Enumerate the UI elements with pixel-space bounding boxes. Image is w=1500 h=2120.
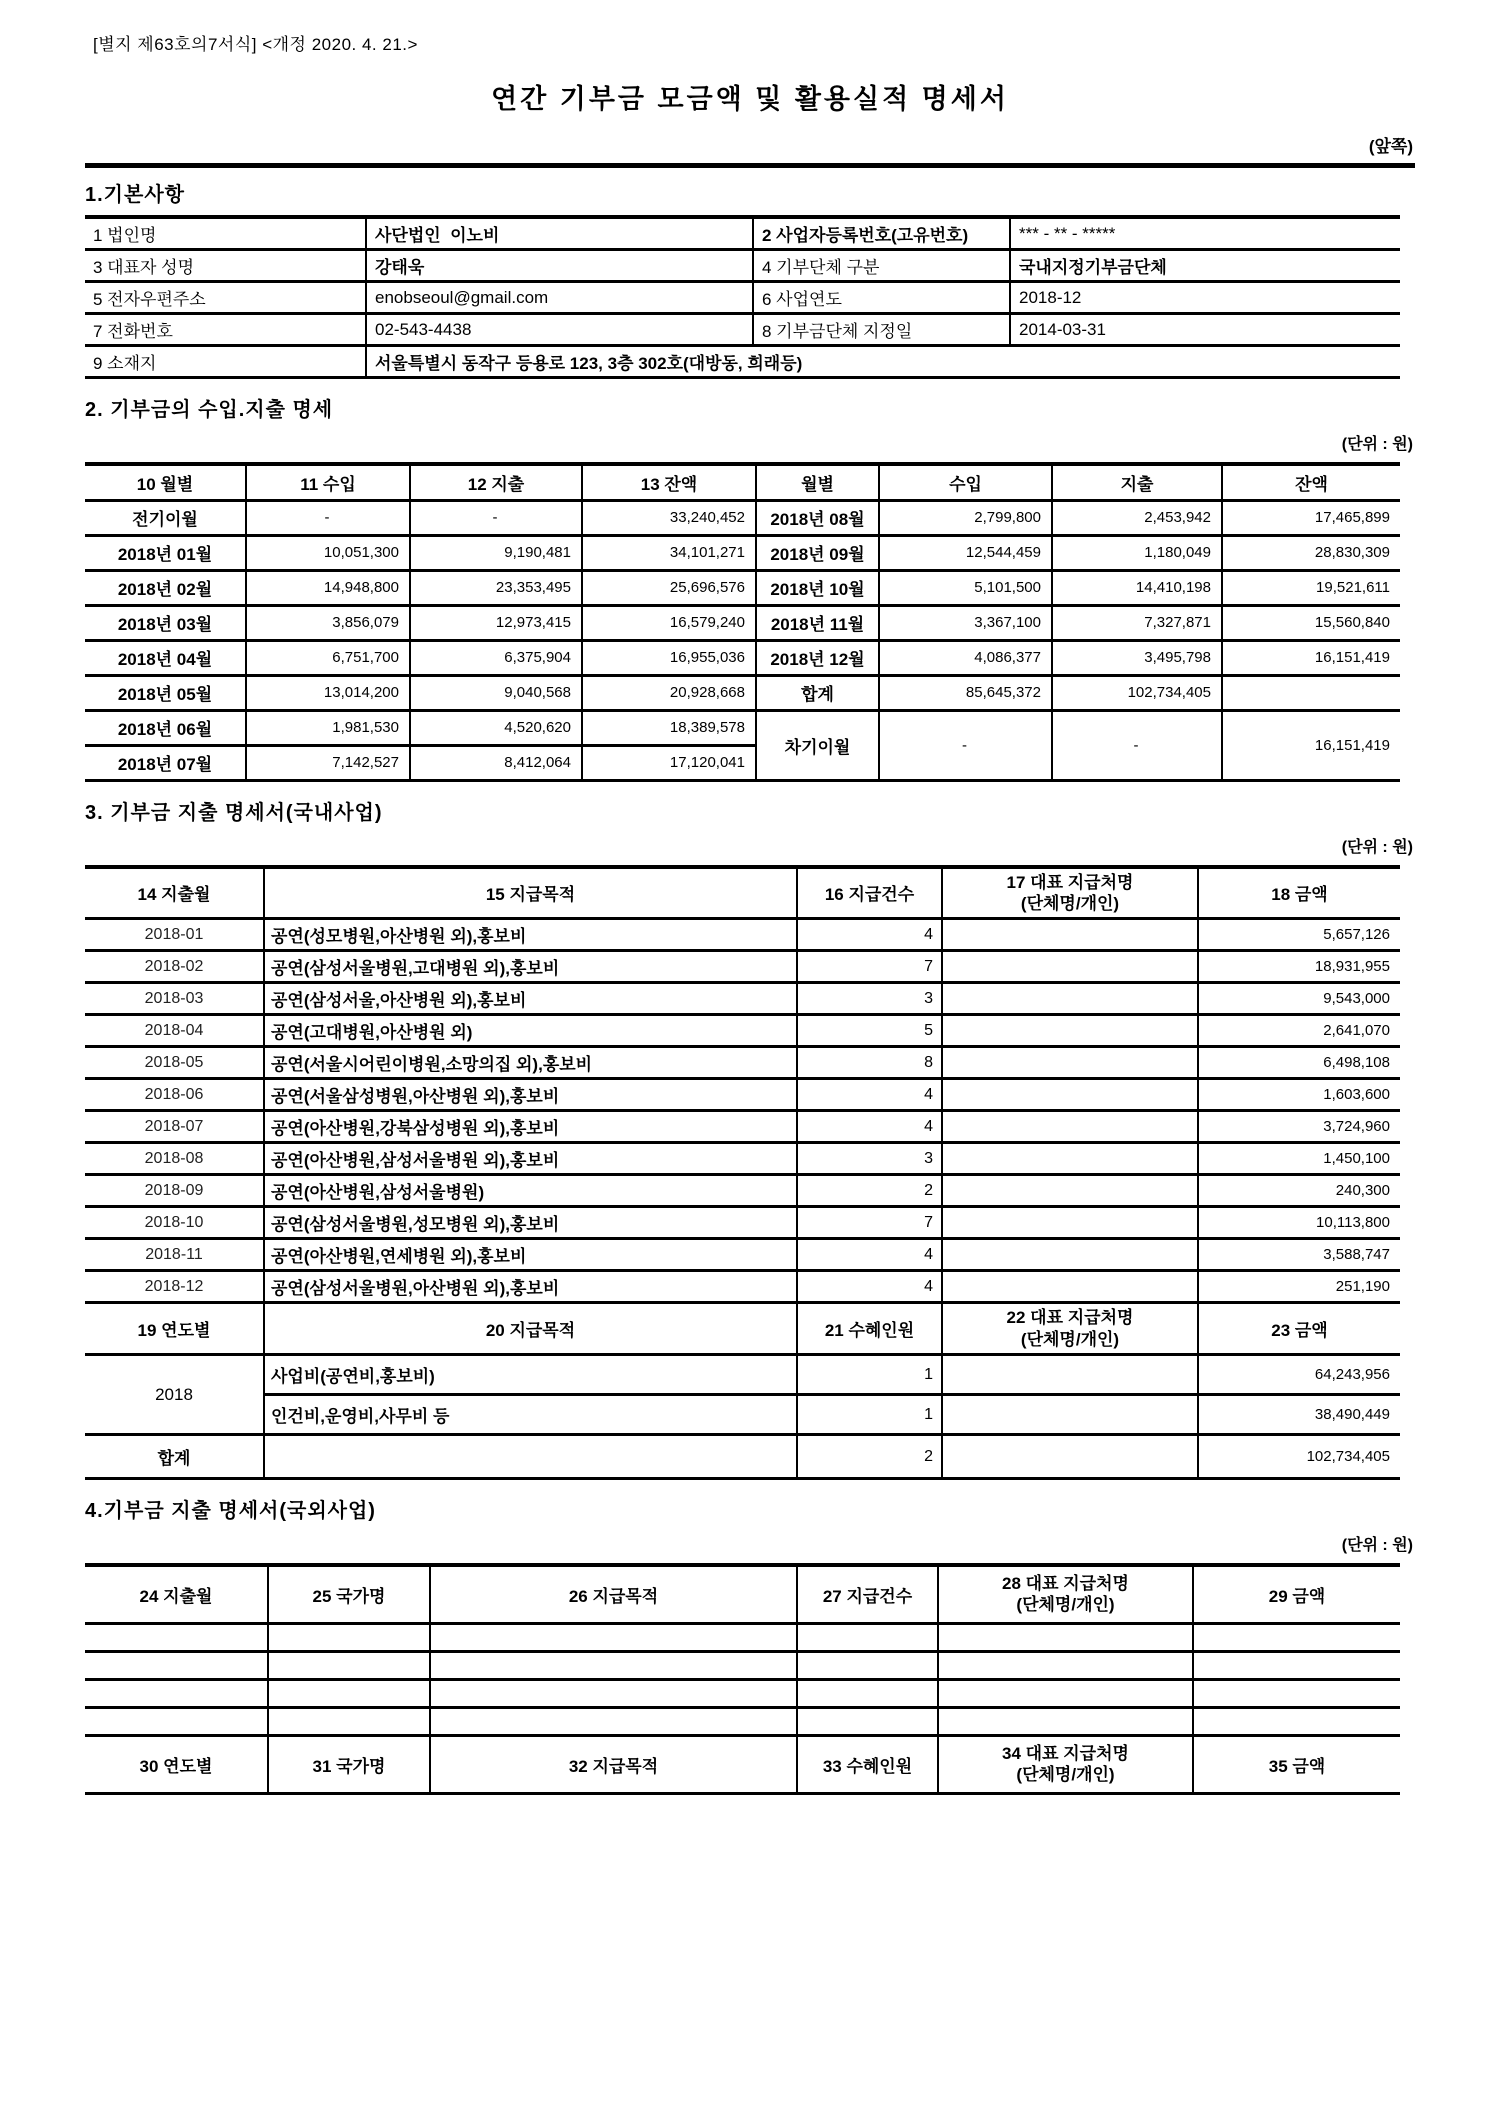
empty-cell bbox=[430, 1679, 797, 1707]
table-header-row bbox=[85, 1735, 1400, 1793]
month-cell: 2018년 03월 bbox=[85, 605, 246, 640]
fiscal-year-label: 6 사업연도 bbox=[753, 282, 1010, 314]
balance-cell: 19,521,611 bbox=[1222, 570, 1400, 605]
count-cell: 3 bbox=[797, 1143, 942, 1175]
unit-label: (단위 : 원) bbox=[1341, 1537, 1413, 1554]
expense-month-cell: 2018-11 bbox=[85, 1239, 264, 1271]
col-header-amount: 35 금액 bbox=[1193, 1735, 1400, 1793]
balance-cell: 18,389,578 bbox=[582, 710, 756, 745]
carryover-balance-cell: 16,151,419 bbox=[1222, 710, 1400, 780]
table-row bbox=[85, 710, 1400, 745]
count-cell: 2 bbox=[797, 1175, 942, 1207]
payee-cell bbox=[942, 919, 1198, 951]
payee-cell bbox=[942, 1111, 1198, 1143]
payee-cell bbox=[942, 951, 1198, 983]
empty-cell bbox=[1193, 1679, 1400, 1707]
empty-cell bbox=[268, 1707, 430, 1735]
empty-cell bbox=[430, 1623, 797, 1651]
section3-title: 3. 기부금 지출 명세서(국내사업) bbox=[85, 801, 383, 824]
empty-row bbox=[85, 1623, 1400, 1651]
col-header-expense: 12 지출 bbox=[410, 464, 582, 500]
col-header-month: 10 월별 bbox=[85, 464, 246, 500]
corp-name-value: 사단법인 이노비 bbox=[366, 217, 753, 250]
empty-cell bbox=[85, 1651, 268, 1679]
table-row bbox=[85, 675, 1400, 710]
table-row bbox=[85, 1047, 1400, 1079]
income-cell: 6,751,700 bbox=[246, 640, 410, 675]
month-cell: 2018년 02월 bbox=[85, 570, 246, 605]
amount-cell: 38,490,449 bbox=[1198, 1395, 1400, 1435]
col-header-income: 수입 bbox=[879, 464, 1052, 500]
section4-title: 4.기부금 지출 명세서(국외사업) bbox=[85, 1500, 376, 1522]
income-cell: 7,142,527 bbox=[246, 745, 410, 780]
income-cell: 4,086,377 bbox=[879, 640, 1052, 675]
month-cell: 2018년 07월 bbox=[85, 745, 246, 780]
col-header-month: 월별 bbox=[756, 464, 879, 500]
section1-title: 1.기본사항 bbox=[85, 184, 185, 206]
month-cell: 2018년 08월 bbox=[756, 500, 879, 535]
month-cell: 2018년 10월 bbox=[756, 570, 879, 605]
payee-cell bbox=[942, 1271, 1198, 1303]
table-row bbox=[85, 1015, 1400, 1047]
payee-header-line1: 28 대표 지급처명 bbox=[1002, 1574, 1129, 1593]
unit-label: (단위 : 원) bbox=[1341, 436, 1413, 453]
balance-cell: 33,240,452 bbox=[582, 500, 756, 535]
email-label: 5 전자우편주소 bbox=[85, 282, 366, 314]
amount-cell: 64,243,956 bbox=[1198, 1355, 1400, 1395]
purpose-cell: 공연(삼성서울,아산병원 외),홍보비 bbox=[264, 983, 797, 1015]
count-cell: 4 bbox=[797, 1111, 942, 1143]
balance-cell: 20,928,668 bbox=[582, 675, 756, 710]
total-row bbox=[85, 1435, 1400, 1479]
table-row bbox=[85, 983, 1400, 1015]
purpose-cell: 공연(아산병원,연세병원 외),홍보비 bbox=[264, 1239, 797, 1271]
col-header-payee bbox=[938, 1735, 1193, 1793]
payee-cell bbox=[942, 1355, 1198, 1395]
col-header-year: 19 연도별 bbox=[85, 1303, 264, 1355]
col-header-income: 11 수입 bbox=[246, 464, 410, 500]
table-header-row bbox=[85, 867, 1400, 919]
month-cell: 전기이월 bbox=[85, 500, 246, 535]
purpose-cell: 공연(고대병원,아산병원 외) bbox=[264, 1015, 797, 1047]
designation-date-label: 8 기부금단체 지정일 bbox=[753, 314, 1010, 346]
total-income-cell: 85,645,372 bbox=[879, 675, 1052, 710]
page-title: 연간 기부금 모금액 및 활용실적 명세서 bbox=[491, 84, 1009, 114]
carryover-income-cell: - bbox=[879, 710, 1052, 780]
total-amount-cell: 102,734,405 bbox=[1198, 1435, 1400, 1479]
payee-header-line2: (단체명/개인) bbox=[1020, 893, 1120, 913]
balance-cell: 17,120,041 bbox=[582, 745, 756, 780]
section2-title: 2. 기부금의 수입.지출 명세 bbox=[85, 399, 334, 421]
table-row bbox=[85, 1207, 1400, 1239]
empty-row bbox=[85, 1679, 1400, 1707]
col-header-purpose: 15 지급목적 bbox=[264, 867, 797, 919]
table-row bbox=[85, 1079, 1400, 1111]
col-header-amount: 18 금액 bbox=[1198, 867, 1400, 919]
total-expense-cell: 102,734,405 bbox=[1052, 675, 1222, 710]
empty-cell bbox=[430, 1707, 797, 1735]
expense-cell: - bbox=[410, 500, 582, 535]
payee-cell bbox=[942, 1395, 1198, 1435]
empty-cell bbox=[797, 1679, 938, 1707]
count-cell: 4 bbox=[797, 1271, 942, 1303]
beneficiaries-cell: 1 bbox=[797, 1395, 942, 1435]
table-row bbox=[85, 250, 1400, 282]
balance-cell: 15,560,840 bbox=[1222, 605, 1400, 640]
empty-cell bbox=[268, 1623, 430, 1651]
form-reference-note: [별지 제63호의7서식] <개정 2020. 4. 21.> bbox=[93, 35, 418, 54]
basic-info-table bbox=[85, 215, 1400, 379]
month-cell: 2018년 09월 bbox=[756, 535, 879, 570]
designation-date-value: 2014-03-31 bbox=[1010, 314, 1400, 346]
fiscal-year-value: 2018-12 bbox=[1010, 282, 1400, 314]
col-header-year: 30 연도별 bbox=[85, 1735, 268, 1793]
table-row bbox=[85, 1111, 1400, 1143]
expense-month-cell: 2018-01 bbox=[85, 919, 264, 951]
expense-cell: 1,180,049 bbox=[1052, 535, 1222, 570]
table-row bbox=[85, 1395, 1400, 1435]
empty-cell bbox=[268, 1651, 430, 1679]
amount-cell: 251,190 bbox=[1198, 1271, 1400, 1303]
ceo-value: 강태욱 bbox=[366, 250, 753, 282]
amount-cell: 240,300 bbox=[1198, 1175, 1400, 1207]
payee-cell bbox=[942, 1047, 1198, 1079]
empty-cell bbox=[938, 1623, 1193, 1651]
year-cell: 2018 bbox=[85, 1355, 264, 1435]
payee-cell bbox=[942, 1015, 1198, 1047]
total-label-cell: 합계 bbox=[85, 1435, 264, 1479]
amount-cell: 3,588,747 bbox=[1198, 1239, 1400, 1271]
empty-cell bbox=[268, 1679, 430, 1707]
domestic-expenditure-table bbox=[85, 865, 1400, 1481]
beneficiaries-cell: 1 bbox=[797, 1355, 942, 1395]
table-row bbox=[85, 570, 1400, 605]
income-cell: 3,856,079 bbox=[246, 605, 410, 640]
month-cell: 2018년 06월 bbox=[85, 710, 246, 745]
col-header-beneficiaries: 33 수혜인원 bbox=[797, 1735, 938, 1793]
income-cell: 2,799,800 bbox=[879, 500, 1052, 535]
table-row bbox=[85, 1355, 1400, 1395]
table-header-row bbox=[85, 464, 1400, 500]
corp-name-label: 1 법인명 bbox=[85, 217, 366, 250]
col-header-count: 27 지급건수 bbox=[797, 1565, 938, 1623]
front-side-label: (앞쪽) bbox=[1368, 137, 1413, 156]
table-row bbox=[85, 951, 1400, 983]
amount-cell: 1,603,600 bbox=[1198, 1079, 1400, 1111]
amount-cell: 18,931,955 bbox=[1198, 951, 1400, 983]
expense-month-cell: 2018-12 bbox=[85, 1271, 264, 1303]
payee-cell bbox=[942, 1079, 1198, 1111]
balance-cell: 16,151,419 bbox=[1222, 640, 1400, 675]
purpose-cell: 공연(아산병원,삼성서울병원) bbox=[264, 1175, 797, 1207]
empty-cell bbox=[797, 1707, 938, 1735]
col-header-payee bbox=[942, 1303, 1198, 1355]
col-header-expense-month: 24 지출월 bbox=[85, 1565, 268, 1623]
balance-cell: 16,955,036 bbox=[582, 640, 756, 675]
payee-cell bbox=[942, 1239, 1198, 1271]
empty-cell bbox=[938, 1651, 1193, 1679]
email-value: enobseoul@gmail.com bbox=[366, 282, 753, 314]
payee-header-line2: (단체명/개인) bbox=[1020, 1329, 1120, 1349]
expense-month-cell: 2018-03 bbox=[85, 983, 264, 1015]
col-header-expense: 지출 bbox=[1052, 464, 1222, 500]
col-header-amount: 23 금액 bbox=[1198, 1303, 1400, 1355]
payee-cell bbox=[942, 1435, 1198, 1479]
table-header-row bbox=[85, 1303, 1400, 1355]
empty-row bbox=[85, 1707, 1400, 1735]
table-row bbox=[85, 1175, 1400, 1207]
expense-cell: 9,040,568 bbox=[410, 675, 582, 710]
income-expenditure-table bbox=[85, 462, 1400, 782]
table-row bbox=[85, 217, 1400, 250]
unit-label: (단위 : 원) bbox=[1341, 838, 1413, 856]
carryover-expense-cell: - bbox=[1052, 710, 1222, 780]
month-cell: 2018년 05월 bbox=[85, 675, 246, 710]
payee-header-line1: 22 대표 지급처명 bbox=[1006, 1308, 1134, 1328]
table-row bbox=[85, 500, 1400, 535]
biz-reg-label: 2 사업자등록번호(고유번호) bbox=[753, 217, 1010, 250]
payee-cell bbox=[942, 983, 1198, 1015]
empty-cell bbox=[85, 1623, 268, 1651]
col-header-beneficiaries: 21 수혜인원 bbox=[797, 1303, 942, 1355]
col-header-balance: 13 잔액 bbox=[582, 464, 756, 500]
amount-cell: 3,724,960 bbox=[1198, 1111, 1400, 1143]
payee-header-line1: 17 대표 지급처명 bbox=[1006, 872, 1134, 892]
balance-cell: 28,830,309 bbox=[1222, 535, 1400, 570]
table-row bbox=[85, 346, 1400, 378]
col-header-expense-month: 14 지출월 bbox=[85, 867, 264, 919]
table-row bbox=[85, 1239, 1400, 1271]
month-cell: 2018년 01월 bbox=[85, 535, 246, 570]
amount-cell: 5,657,126 bbox=[1198, 919, 1400, 951]
month-cell: 2018년 11월 bbox=[756, 605, 879, 640]
balance-cell: 17,465,899 bbox=[1222, 500, 1400, 535]
expense-month-cell: 2018-04 bbox=[85, 1015, 264, 1047]
expense-month-cell: 2018-10 bbox=[85, 1207, 264, 1239]
expense-cell: 7,327,871 bbox=[1052, 605, 1222, 640]
table-header-row bbox=[85, 1565, 1400, 1623]
amount-cell: 9,543,000 bbox=[1198, 983, 1400, 1015]
col-header-country: 31 국가명 bbox=[268, 1735, 430, 1793]
empty-cell bbox=[85, 1679, 268, 1707]
month-cell: 2018년 12월 bbox=[756, 640, 879, 675]
purpose-cell: 공연(삼성서울병원,고대병원 외),홍보비 bbox=[264, 951, 797, 983]
balance-cell: 25,696,576 bbox=[582, 570, 756, 605]
count-cell: 4 bbox=[797, 1079, 942, 1111]
expense-month-cell: 2018-09 bbox=[85, 1175, 264, 1207]
income-cell: 12,544,459 bbox=[879, 535, 1052, 570]
table-row bbox=[85, 919, 1400, 951]
purpose-cell bbox=[264, 1435, 797, 1479]
purpose-cell: 공연(성모병원,아산병원 외),홍보비 bbox=[264, 919, 797, 951]
col-header-country: 25 국가명 bbox=[268, 1565, 430, 1623]
amount-cell: 6,498,108 bbox=[1198, 1047, 1400, 1079]
balance-cell: 16,579,240 bbox=[582, 605, 756, 640]
income-cell: 14,948,800 bbox=[246, 570, 410, 605]
col-header-balance: 잔액 bbox=[1222, 464, 1400, 500]
overseas-expenditure-table bbox=[85, 1563, 1400, 1795]
amount-cell: 10,113,800 bbox=[1198, 1207, 1400, 1239]
purpose-cell: 공연(서울삼성병원,아산병원 외),홍보비 bbox=[264, 1079, 797, 1111]
table-row bbox=[85, 1271, 1400, 1303]
horizontal-rule bbox=[85, 163, 1415, 168]
phone-label: 7 전화번호 bbox=[85, 314, 366, 346]
expense-cell: 12,973,415 bbox=[410, 605, 582, 640]
col-header-amount: 29 금액 bbox=[1193, 1565, 1400, 1623]
col-header-payee bbox=[938, 1565, 1193, 1623]
income-cell: 10,051,300 bbox=[246, 535, 410, 570]
expense-cell: 8,412,064 bbox=[410, 745, 582, 780]
amount-cell: 2,641,070 bbox=[1198, 1015, 1400, 1047]
empty-cell bbox=[85, 1707, 268, 1735]
payee-header-line2: (단체명/개인) bbox=[1016, 1765, 1115, 1784]
phone-value: 02-543-4438 bbox=[366, 314, 753, 346]
empty-cell bbox=[938, 1679, 1193, 1707]
income-cell: - bbox=[246, 500, 410, 535]
balance-cell: 34,101,271 bbox=[582, 535, 756, 570]
purpose-cell: 인건비,운영비,사무비 등 bbox=[264, 1395, 797, 1435]
amount-cell: 1,450,100 bbox=[1198, 1143, 1400, 1175]
income-cell: 13,014,200 bbox=[246, 675, 410, 710]
expense-month-cell: 2018-05 bbox=[85, 1047, 264, 1079]
income-cell: 1,981,530 bbox=[246, 710, 410, 745]
income-cell: 5,101,500 bbox=[879, 570, 1052, 605]
table-row bbox=[85, 282, 1400, 314]
payee-header-line1: 34 대표 지급처명 bbox=[1002, 1743, 1129, 1763]
expense-cell: 14,410,198 bbox=[1052, 570, 1222, 605]
payee-cell bbox=[942, 1207, 1198, 1239]
table-row bbox=[85, 535, 1400, 570]
income-cell: 3,367,100 bbox=[879, 605, 1052, 640]
purpose-cell: 공연(아산병원,삼성서울병원 외),홍보비 bbox=[264, 1143, 797, 1175]
col-header-payee bbox=[942, 867, 1198, 919]
carryover-label-cell: 차기이월 bbox=[756, 710, 879, 780]
expense-month-cell: 2018-02 bbox=[85, 951, 264, 983]
expense-cell: 23,353,495 bbox=[410, 570, 582, 605]
expense-cell: 2,453,942 bbox=[1052, 500, 1222, 535]
count-cell: 4 bbox=[797, 919, 942, 951]
total-balance-cell bbox=[1222, 675, 1400, 710]
purpose-cell: 공연(아산병원,강북삼성병원 외),홍보비 bbox=[264, 1111, 797, 1143]
address-label: 9 소재지 bbox=[85, 346, 366, 378]
count-cell: 4 bbox=[797, 1239, 942, 1271]
count-cell: 7 bbox=[797, 1207, 942, 1239]
count-cell: 7 bbox=[797, 951, 942, 983]
empty-cell bbox=[1193, 1707, 1400, 1735]
payee-header-line2: (단체명/개인) bbox=[1016, 1595, 1115, 1615]
expense-month-cell: 2018-06 bbox=[85, 1079, 264, 1111]
empty-cell bbox=[797, 1623, 938, 1651]
empty-row bbox=[85, 1651, 1400, 1679]
count-cell: 3 bbox=[797, 983, 942, 1015]
empty-cell bbox=[1193, 1651, 1400, 1679]
empty-cell bbox=[938, 1707, 1193, 1735]
expense-cell: 6,375,904 bbox=[410, 640, 582, 675]
table-row bbox=[85, 314, 1400, 346]
org-type-value: 국내지정기부금단체 bbox=[1010, 250, 1400, 282]
biz-reg-value: *** - ** - ***** bbox=[1010, 217, 1400, 250]
col-header-purpose: 32 지급목적 bbox=[430, 1735, 797, 1793]
col-header-purpose: 26 지급목적 bbox=[430, 1565, 797, 1623]
total-count-cell: 2 bbox=[797, 1435, 942, 1479]
count-cell: 8 bbox=[797, 1047, 942, 1079]
table-row bbox=[85, 605, 1400, 640]
org-type-label: 4 기부단체 구분 bbox=[753, 250, 1010, 282]
empty-cell bbox=[1193, 1623, 1400, 1651]
empty-cell bbox=[430, 1651, 797, 1679]
payee-cell bbox=[942, 1143, 1198, 1175]
payee-cell bbox=[942, 1175, 1198, 1207]
month-cell: 2018년 04월 bbox=[85, 640, 246, 675]
expense-cell: 9,190,481 bbox=[410, 535, 582, 570]
address-value: 서울특별시 동작구 등용로 123, 3층 302호(대방동, 희래등) bbox=[366, 346, 1400, 378]
purpose-cell: 공연(삼성서울병원,성모병원 외),홍보비 bbox=[264, 1207, 797, 1239]
purpose-cell: 공연(삼성서울병원,아산병원 외),홍보비 bbox=[264, 1271, 797, 1303]
expense-month-cell: 2018-07 bbox=[85, 1111, 264, 1143]
total-label-cell: 합계 bbox=[756, 675, 879, 710]
count-cell: 5 bbox=[797, 1015, 942, 1047]
ceo-label: 3 대표자 성명 bbox=[85, 250, 366, 282]
expense-cell: 3,495,798 bbox=[1052, 640, 1222, 675]
purpose-cell: 공연(서울시어린이병원,소망의집 외),홍보비 bbox=[264, 1047, 797, 1079]
table-row bbox=[85, 640, 1400, 675]
empty-cell bbox=[797, 1651, 938, 1679]
expense-cell: 4,520,620 bbox=[410, 710, 582, 745]
col-header-count: 16 지급건수 bbox=[797, 867, 942, 919]
col-header-purpose: 20 지급목적 bbox=[264, 1303, 797, 1355]
purpose-cell: 사업비(공연비,홍보비) bbox=[264, 1355, 797, 1395]
expense-month-cell: 2018-08 bbox=[85, 1143, 264, 1175]
table-row bbox=[85, 1143, 1400, 1175]
